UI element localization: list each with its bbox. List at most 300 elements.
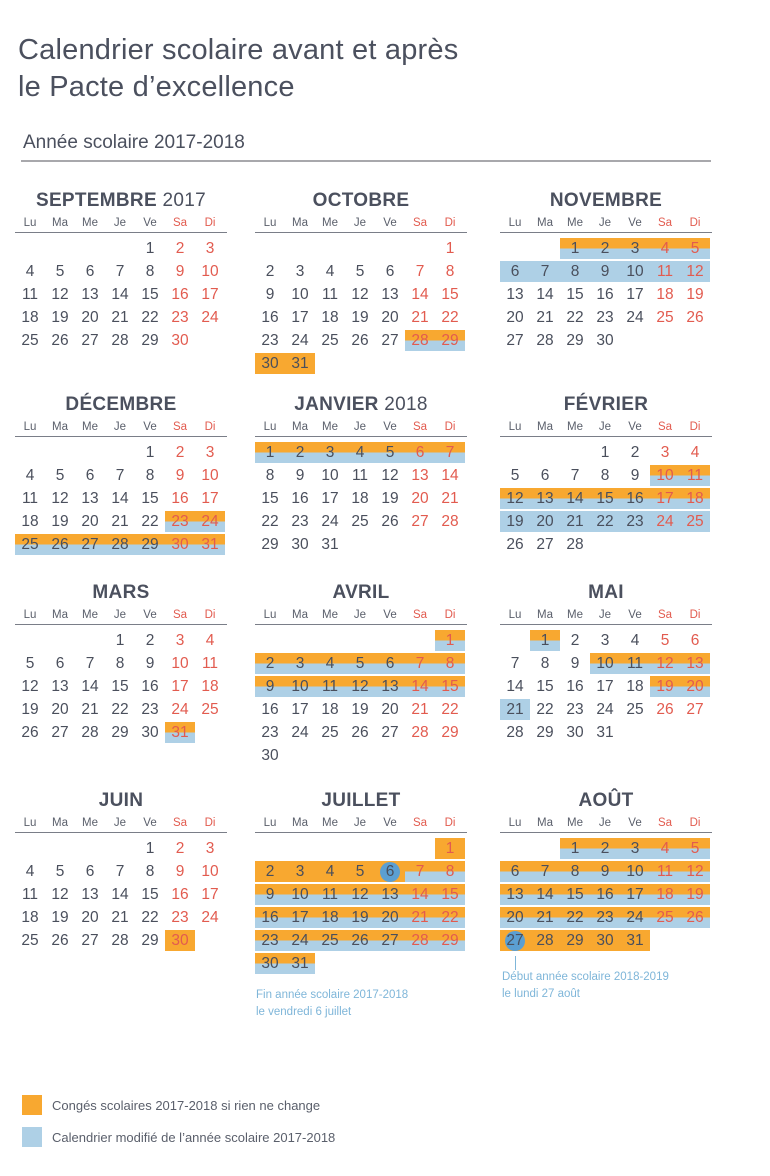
day-number: 24 bbox=[201, 309, 219, 326]
day-cell bbox=[680, 284, 710, 305]
day-number: 19 bbox=[21, 701, 39, 718]
day-cell bbox=[105, 861, 135, 882]
day-cell bbox=[105, 488, 135, 509]
day-number: 22 bbox=[141, 513, 159, 530]
day-cell bbox=[680, 884, 710, 905]
empty-cell bbox=[620, 722, 650, 743]
week-row bbox=[255, 675, 467, 698]
empty-cell bbox=[375, 534, 405, 555]
day-cell bbox=[500, 511, 530, 532]
day-cell bbox=[255, 884, 285, 905]
weekday-label: Ve bbox=[143, 609, 157, 621]
day-cell bbox=[165, 838, 195, 859]
day-number: 6 bbox=[385, 863, 395, 880]
weekday-label: Di bbox=[204, 817, 216, 829]
weekday-label: Di bbox=[204, 609, 216, 621]
day-number: 7 bbox=[445, 444, 455, 461]
day-number: 2 bbox=[295, 444, 305, 461]
blue-swatch-icon bbox=[22, 1127, 42, 1147]
week-row bbox=[15, 652, 227, 675]
day-number: 20 bbox=[506, 309, 524, 326]
day-number: 21 bbox=[506, 701, 524, 718]
empty-cell bbox=[105, 442, 135, 463]
week-row bbox=[15, 306, 227, 329]
day-cell bbox=[620, 838, 650, 859]
day-number: 4 bbox=[25, 863, 35, 880]
day-cell bbox=[560, 861, 590, 882]
day-cell bbox=[590, 442, 620, 463]
day-number: 2 bbox=[265, 655, 275, 672]
day-cell bbox=[405, 284, 435, 305]
day-cell bbox=[345, 884, 375, 905]
day-number: 25 bbox=[21, 932, 39, 949]
weekday-header bbox=[500, 418, 712, 437]
day-number: 7 bbox=[570, 467, 580, 484]
day-cell bbox=[560, 653, 590, 674]
empty-cell bbox=[315, 838, 345, 859]
day-number: 10 bbox=[201, 467, 219, 484]
note-line-text: le lundi 27 août bbox=[502, 988, 581, 1000]
day-number: 6 bbox=[85, 863, 95, 880]
section-subtitle: Année scolaire 2017-2018 bbox=[23, 132, 245, 153]
day-cell bbox=[345, 442, 375, 463]
day-cell bbox=[285, 722, 315, 743]
empty-cell bbox=[650, 534, 680, 555]
day-cell bbox=[315, 261, 345, 282]
day-number: 7 bbox=[540, 863, 550, 880]
day-number: 4 bbox=[205, 632, 215, 649]
weekday-label: Di bbox=[689, 609, 701, 621]
day-number: 20 bbox=[381, 909, 399, 926]
day-number: 22 bbox=[441, 909, 459, 926]
day-cell bbox=[680, 511, 710, 532]
day-cell bbox=[620, 261, 650, 282]
day-cell bbox=[530, 676, 560, 697]
day-cell bbox=[135, 907, 165, 928]
day-number: 14 bbox=[536, 886, 554, 903]
day-number: 28 bbox=[81, 724, 99, 741]
day-cell bbox=[15, 907, 45, 928]
month-title bbox=[15, 788, 227, 814]
day-number: 23 bbox=[261, 932, 279, 949]
week-row bbox=[255, 533, 467, 556]
empty-cell bbox=[435, 534, 465, 555]
day-number: 12 bbox=[686, 863, 704, 880]
note-line-text: le vendredi 6 juillet bbox=[256, 1006, 352, 1018]
month-title bbox=[15, 392, 227, 418]
empty-cell bbox=[375, 745, 405, 766]
day-number: 17 bbox=[626, 286, 644, 303]
day-cell bbox=[165, 465, 195, 486]
day-number: 4 bbox=[660, 840, 670, 857]
day-number: 8 bbox=[445, 263, 455, 280]
day-number: 14 bbox=[411, 886, 429, 903]
day-number: 9 bbox=[600, 863, 610, 880]
day-number: 24 bbox=[291, 932, 309, 949]
day-cell bbox=[500, 907, 530, 928]
day-number: 17 bbox=[656, 490, 674, 507]
day-cell bbox=[15, 465, 45, 486]
week-row bbox=[255, 329, 467, 352]
day-number: 19 bbox=[351, 909, 369, 926]
day-cell bbox=[435, 884, 465, 905]
weekday-label: Je bbox=[598, 217, 612, 229]
day-cell bbox=[435, 465, 465, 486]
title-line-2: le Pacte d’excellence bbox=[18, 71, 295, 103]
month-mars bbox=[15, 580, 227, 744]
day-number: 16 bbox=[261, 909, 279, 926]
weekday-label: Sa bbox=[412, 817, 428, 829]
day-cell bbox=[590, 261, 620, 282]
day-cell bbox=[680, 630, 710, 651]
day-number: 19 bbox=[381, 490, 399, 507]
day-number: 22 bbox=[566, 909, 584, 926]
day-number: 18 bbox=[321, 701, 339, 718]
day-cell bbox=[500, 261, 530, 282]
day-number: 16 bbox=[596, 886, 614, 903]
day-cell bbox=[75, 307, 105, 328]
legend-item-orange bbox=[22, 1095, 320, 1115]
day-cell bbox=[165, 884, 195, 905]
week-row bbox=[500, 441, 712, 464]
day-number: 1 bbox=[445, 840, 455, 857]
day-number: 9 bbox=[175, 863, 185, 880]
month-title bbox=[255, 392, 467, 418]
day-number: 14 bbox=[411, 286, 429, 303]
day-cell bbox=[405, 307, 435, 328]
day-cell bbox=[650, 307, 680, 328]
weekday-label: Me bbox=[82, 817, 98, 829]
day-cell bbox=[560, 907, 590, 928]
day-number: 10 bbox=[201, 863, 219, 880]
day-cell bbox=[105, 722, 135, 743]
day-number: 3 bbox=[205, 444, 215, 461]
day-cell bbox=[45, 722, 75, 743]
day-cell bbox=[620, 238, 650, 259]
day-cell bbox=[15, 930, 45, 951]
day-number: 9 bbox=[175, 467, 185, 484]
day-cell bbox=[680, 699, 710, 720]
day-number: 15 bbox=[441, 886, 459, 903]
day-number: 12 bbox=[351, 678, 369, 695]
empty-cell bbox=[15, 238, 45, 259]
day-cell bbox=[375, 930, 405, 951]
week-row bbox=[500, 698, 712, 721]
day-number: 5 bbox=[385, 444, 395, 461]
day-number: 23 bbox=[626, 513, 644, 530]
day-cell bbox=[620, 699, 650, 720]
month-novembre bbox=[500, 188, 712, 352]
day-number: 29 bbox=[566, 332, 584, 349]
day-cell bbox=[165, 307, 195, 328]
day-number: 19 bbox=[506, 513, 524, 530]
weekday-label: Ma bbox=[537, 817, 553, 829]
day-number: 14 bbox=[111, 286, 129, 303]
week-row bbox=[500, 487, 712, 510]
day-cell bbox=[315, 307, 345, 328]
day-cell bbox=[105, 699, 135, 720]
day-cell bbox=[195, 884, 225, 905]
day-cell bbox=[75, 261, 105, 282]
day-number: 6 bbox=[85, 467, 95, 484]
day-number: 8 bbox=[265, 467, 275, 484]
week-row bbox=[500, 329, 712, 352]
day-cell bbox=[375, 284, 405, 305]
day-number: 23 bbox=[596, 309, 614, 326]
month-title bbox=[500, 580, 712, 606]
day-cell bbox=[195, 630, 225, 651]
day-number: 29 bbox=[261, 536, 279, 553]
month-name: AOÛT bbox=[578, 790, 634, 811]
week-row bbox=[255, 441, 467, 464]
day-cell bbox=[45, 330, 75, 351]
empty-cell bbox=[500, 838, 530, 859]
day-number: 6 bbox=[385, 263, 395, 280]
day-number: 21 bbox=[411, 909, 429, 926]
day-cell bbox=[165, 630, 195, 651]
day-number: 17 bbox=[321, 490, 339, 507]
day-number: 22 bbox=[536, 701, 554, 718]
day-cell bbox=[590, 465, 620, 486]
empty-cell bbox=[435, 353, 465, 374]
empty-cell bbox=[405, 534, 435, 555]
day-number: 6 bbox=[690, 632, 700, 649]
day-cell bbox=[620, 511, 650, 532]
day-number: 7 bbox=[85, 655, 95, 672]
weekday-label: Lu bbox=[508, 609, 522, 621]
empty-cell bbox=[105, 238, 135, 259]
week-row bbox=[255, 237, 467, 260]
day-cell bbox=[560, 511, 590, 532]
empty-cell bbox=[435, 745, 465, 766]
month-year: 2018 bbox=[384, 394, 428, 415]
day-cell bbox=[650, 442, 680, 463]
day-number: 2 bbox=[175, 240, 185, 257]
day-cell bbox=[15, 330, 45, 351]
empty-cell bbox=[75, 238, 105, 259]
day-number: 14 bbox=[111, 490, 129, 507]
day-number: 20 bbox=[381, 309, 399, 326]
week-row bbox=[255, 883, 467, 906]
day-cell bbox=[165, 861, 195, 882]
day-cell bbox=[405, 861, 435, 882]
day-cell bbox=[530, 307, 560, 328]
weekday-label: Sa bbox=[412, 217, 428, 229]
day-cell bbox=[590, 307, 620, 328]
month-avril bbox=[255, 580, 467, 767]
legend-item-blue bbox=[22, 1127, 335, 1147]
day-number: 4 bbox=[660, 240, 670, 257]
day-number: 29 bbox=[441, 932, 459, 949]
day-number: 21 bbox=[411, 701, 429, 718]
weekday-label: Di bbox=[204, 217, 216, 229]
day-cell bbox=[105, 907, 135, 928]
weekday-header bbox=[15, 606, 227, 625]
month-name: MAI bbox=[588, 582, 624, 603]
weekday-label: Ve bbox=[143, 817, 157, 829]
day-number: 13 bbox=[381, 678, 399, 695]
day-cell bbox=[375, 653, 405, 674]
day-cell bbox=[435, 261, 465, 282]
day-cell bbox=[375, 861, 405, 882]
day-cell bbox=[75, 330, 105, 351]
empty-cell bbox=[255, 838, 285, 859]
weekday-label: Ve bbox=[383, 609, 397, 621]
day-number: 3 bbox=[660, 444, 670, 461]
day-number: 20 bbox=[381, 701, 399, 718]
day-cell bbox=[375, 907, 405, 928]
day-cell bbox=[435, 307, 465, 328]
day-cell bbox=[165, 442, 195, 463]
day-number: 30 bbox=[171, 536, 189, 553]
day-cell bbox=[560, 261, 590, 282]
empty-cell bbox=[500, 238, 530, 259]
day-number: 22 bbox=[141, 309, 159, 326]
day-number: 2 bbox=[570, 632, 580, 649]
day-cell bbox=[195, 511, 225, 532]
day-cell bbox=[405, 884, 435, 905]
day-cell bbox=[315, 861, 345, 882]
subtitle-divider bbox=[21, 160, 711, 162]
day-number: 1 bbox=[570, 840, 580, 857]
day-cell bbox=[680, 261, 710, 282]
day-cell bbox=[345, 261, 375, 282]
day-cell bbox=[405, 442, 435, 463]
day-cell bbox=[405, 465, 435, 486]
day-number: 27 bbox=[81, 332, 99, 349]
empty-cell bbox=[620, 330, 650, 351]
day-cell bbox=[375, 699, 405, 720]
day-cell bbox=[285, 861, 315, 882]
day-number: 3 bbox=[295, 263, 305, 280]
empty-cell bbox=[15, 838, 45, 859]
day-cell bbox=[345, 861, 375, 882]
day-number: 5 bbox=[690, 240, 700, 257]
day-cell bbox=[405, 488, 435, 509]
day-number: 17 bbox=[291, 309, 309, 326]
week-row bbox=[500, 283, 712, 306]
day-cell bbox=[45, 284, 75, 305]
empty-cell bbox=[285, 238, 315, 259]
empty-cell bbox=[375, 838, 405, 859]
day-number: 14 bbox=[81, 678, 99, 695]
day-cell bbox=[135, 442, 165, 463]
day-number: 2 bbox=[630, 444, 640, 461]
day-cell bbox=[375, 307, 405, 328]
day-number: 3 bbox=[630, 240, 640, 257]
day-number: 23 bbox=[291, 513, 309, 530]
weekday-label: Me bbox=[567, 817, 583, 829]
weekday-label: Ma bbox=[292, 217, 308, 229]
day-cell bbox=[135, 838, 165, 859]
day-number: 28 bbox=[566, 536, 584, 553]
day-cell bbox=[500, 534, 530, 555]
page-title bbox=[18, 32, 458, 106]
day-cell bbox=[590, 511, 620, 532]
legend-label-blue: Calendrier modifié de l’année scolaire 2017-2018 bbox=[52, 1129, 336, 1145]
day-cell bbox=[255, 353, 285, 374]
day-number: 13 bbox=[536, 490, 554, 507]
day-number: 9 bbox=[295, 467, 305, 484]
day-cell bbox=[285, 330, 315, 351]
day-cell bbox=[165, 699, 195, 720]
empty-cell bbox=[345, 838, 375, 859]
day-number: 10 bbox=[291, 886, 309, 903]
day-cell bbox=[75, 676, 105, 697]
month-name: FÉVRIER bbox=[563, 394, 649, 415]
day-number: 23 bbox=[566, 701, 584, 718]
day-cell bbox=[620, 653, 650, 674]
empty-cell bbox=[45, 442, 75, 463]
day-number: 31 bbox=[171, 724, 189, 741]
day-number: 20 bbox=[81, 309, 99, 326]
day-number: 17 bbox=[201, 490, 219, 507]
day-number: 13 bbox=[81, 490, 99, 507]
day-cell bbox=[405, 330, 435, 351]
empty-cell bbox=[75, 838, 105, 859]
day-cell bbox=[530, 284, 560, 305]
day-number: 13 bbox=[81, 886, 99, 903]
day-number: 18 bbox=[656, 286, 674, 303]
week-row bbox=[255, 698, 467, 721]
empty-cell bbox=[255, 238, 285, 259]
day-number: 11 bbox=[656, 863, 674, 880]
day-cell bbox=[345, 307, 375, 328]
day-number: 12 bbox=[506, 490, 524, 507]
empty-cell bbox=[15, 630, 45, 651]
day-number: 18 bbox=[201, 678, 219, 695]
day-cell bbox=[590, 676, 620, 697]
day-cell bbox=[255, 488, 285, 509]
empty-cell bbox=[405, 238, 435, 259]
day-number: 25 bbox=[686, 513, 704, 530]
month-name: OCTOBRE bbox=[312, 190, 410, 211]
empty-cell bbox=[105, 838, 135, 859]
day-number: 21 bbox=[441, 490, 459, 507]
weekday-label: Ma bbox=[52, 421, 68, 433]
empty-cell bbox=[315, 353, 345, 374]
day-cell bbox=[105, 534, 135, 555]
day-number: 8 bbox=[115, 655, 125, 672]
day-number: 17 bbox=[171, 678, 189, 695]
week-row bbox=[255, 721, 467, 744]
weekday-label: Lu bbox=[508, 217, 522, 229]
day-cell bbox=[650, 838, 680, 859]
day-cell bbox=[590, 238, 620, 259]
day-cell bbox=[315, 330, 345, 351]
day-cell bbox=[285, 307, 315, 328]
day-cell bbox=[15, 284, 45, 305]
day-number: 22 bbox=[441, 701, 459, 718]
day-cell bbox=[165, 930, 195, 951]
day-number: 31 bbox=[291, 955, 309, 972]
day-number: 11 bbox=[321, 678, 339, 695]
empty-cell bbox=[405, 745, 435, 766]
day-number: 28 bbox=[411, 724, 429, 741]
day-cell bbox=[195, 534, 225, 555]
day-cell bbox=[560, 465, 590, 486]
empty-cell bbox=[405, 630, 435, 651]
day-number: 25 bbox=[321, 332, 339, 349]
day-cell bbox=[435, 699, 465, 720]
week-row bbox=[15, 283, 227, 306]
day-number: 27 bbox=[686, 701, 704, 718]
day-number: 24 bbox=[626, 909, 644, 926]
day-number: 11 bbox=[656, 263, 674, 280]
day-number: 8 bbox=[570, 263, 580, 280]
weekday-label: Me bbox=[322, 817, 338, 829]
day-cell bbox=[195, 238, 225, 259]
